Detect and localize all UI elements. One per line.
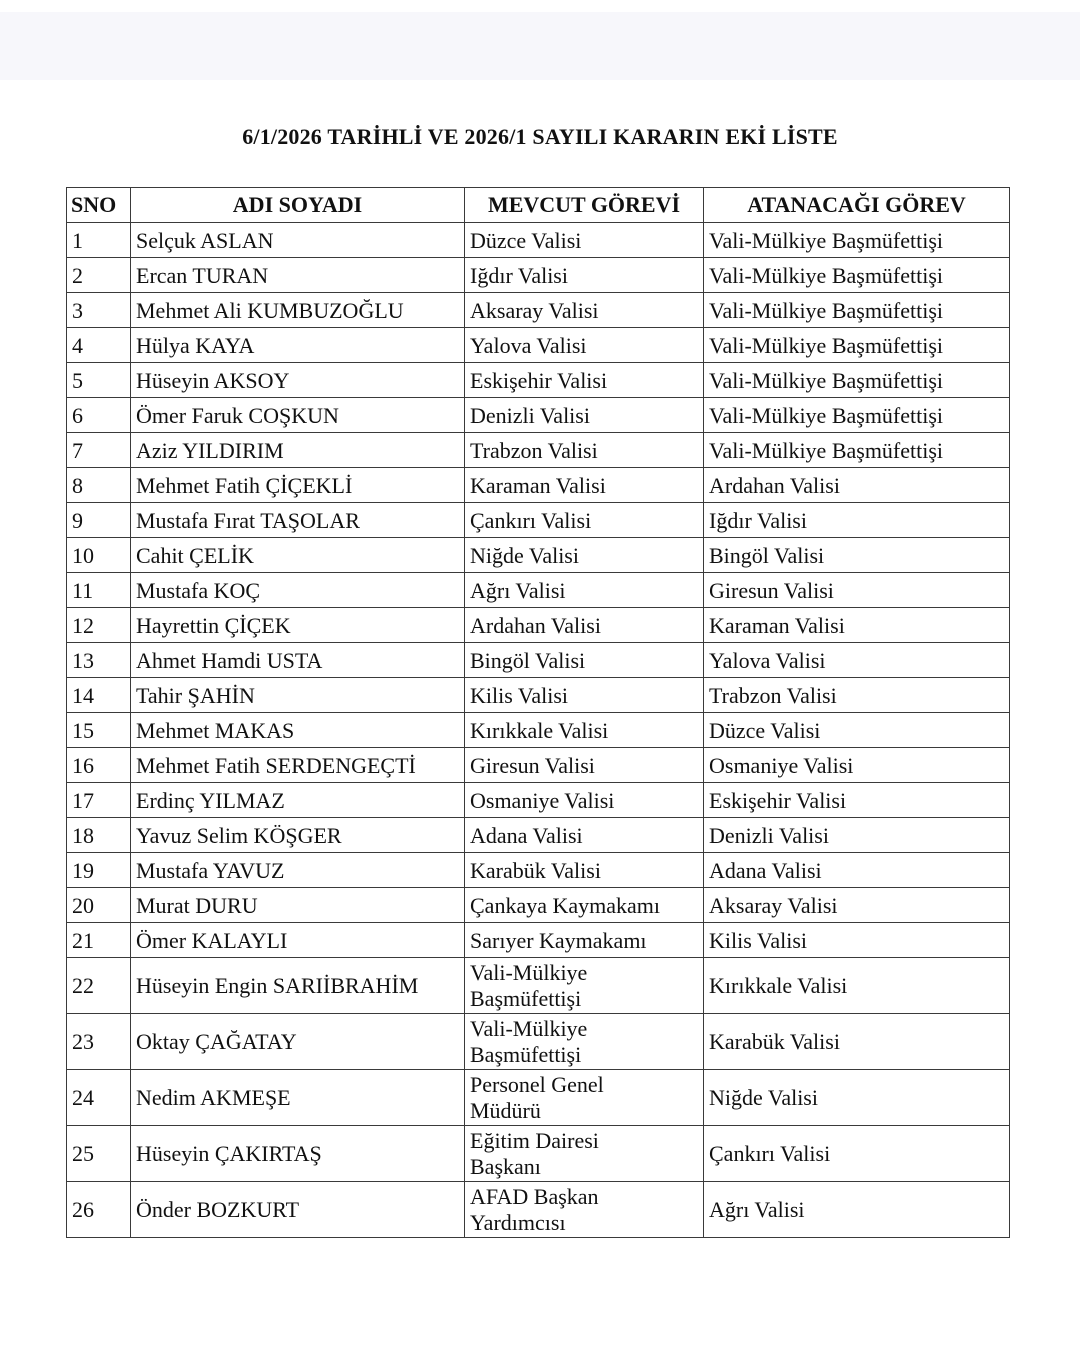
- row-current-position: Aksaray Valisi: [465, 293, 704, 328]
- row-name: Erdinç YILMAZ: [131, 783, 465, 818]
- row-name: Mehmet MAKAS: [131, 713, 465, 748]
- header-sno: SNO: [67, 188, 131, 223]
- row-current-position: Bingöl Valisi: [465, 643, 704, 678]
- row-new-position: Iğdır Valisi: [704, 503, 1010, 538]
- table-row: [67, 958, 1010, 1014]
- document-title: 6/1/2026 TARİHLİ VE 2026/1 SAYILI KARARIN EKİ LİSTE: [242, 124, 838, 149]
- top-gray-band: [0, 12, 1080, 80]
- table-row: [67, 643, 1010, 678]
- row-name: Mustafa KOÇ: [131, 573, 465, 608]
- row-current-position: AFAD Başkan Yardımcısı: [465, 1182, 704, 1238]
- row-current-position: Düzce Valisi: [465, 223, 704, 258]
- row-current-position: Çankaya Kaymakamı: [465, 888, 704, 923]
- row-new-position: Vali-Mülkiye Başmüfettişi: [704, 293, 1010, 328]
- row-name: Hüseyin AKSOY: [131, 363, 465, 398]
- row-name: Mehmet Fatih ÇİÇEKLİ: [131, 468, 465, 503]
- row-sno: 20: [67, 888, 131, 923]
- row-sno: 15: [67, 713, 131, 748]
- table-row: [67, 1014, 1010, 1070]
- row-new-position: Adana Valisi: [704, 853, 1010, 888]
- row-name: Yavuz Selim KÖŞGER: [131, 818, 465, 853]
- header-current-position: MEVCUT GÖREVİ: [465, 188, 704, 223]
- row-current-position: Denizli Valisi: [465, 398, 704, 433]
- row-new-position: Vali-Mülkiye Başmüfettişi: [704, 363, 1010, 398]
- row-current-position: Vali-Mülkiye Başmüfettişi: [465, 1014, 704, 1070]
- row-sno: 11: [67, 573, 131, 608]
- row-name: Oktay ÇAĞATAY: [131, 1014, 465, 1070]
- row-new-position: Karaman Valisi: [704, 608, 1010, 643]
- row-new-position: Vali-Mülkiye Başmüfettişi: [704, 398, 1010, 433]
- table-row: [67, 503, 1010, 538]
- row-current-position: Ağrı Valisi: [465, 573, 704, 608]
- row-name: Ercan TURAN: [131, 258, 465, 293]
- row-sno: 8: [67, 468, 131, 503]
- row-sno: 6: [67, 398, 131, 433]
- row-new-position: Giresun Valisi: [704, 573, 1010, 608]
- row-new-position: Osmaniye Valisi: [704, 748, 1010, 783]
- row-current-position: Eğitim Dairesi Başkanı: [465, 1126, 704, 1182]
- table-row: [67, 923, 1010, 958]
- table-row: [67, 538, 1010, 573]
- table-row: [67, 398, 1010, 433]
- row-current-position: Trabzon Valisi: [465, 433, 704, 468]
- row-current-position: Yalova Valisi: [465, 328, 704, 363]
- row-name: Murat DURU: [131, 888, 465, 923]
- header-name: ADI SOYADI: [131, 188, 465, 223]
- table-row: [67, 678, 1010, 713]
- row-new-position: Eskişehir Valisi: [704, 783, 1010, 818]
- row-sno: 3: [67, 293, 131, 328]
- row-name: Mustafa YAVUZ: [131, 853, 465, 888]
- row-sno: 16: [67, 748, 131, 783]
- table-row: [67, 573, 1010, 608]
- row-new-position: Trabzon Valisi: [704, 678, 1010, 713]
- row-sno: 9: [67, 503, 131, 538]
- row-name: Selçuk ASLAN: [131, 223, 465, 258]
- row-current-position: Kilis Valisi: [465, 678, 704, 713]
- row-sno: 25: [67, 1126, 131, 1182]
- row-current-position: Karaman Valisi: [465, 468, 704, 503]
- row-name: Hayrettin ÇİÇEK: [131, 608, 465, 643]
- row-sno: 7: [67, 433, 131, 468]
- table-row: [67, 608, 1010, 643]
- row-sno: 18: [67, 818, 131, 853]
- row-new-position: Vali-Mülkiye Başmüfettişi: [704, 223, 1010, 258]
- row-sno: 4: [67, 328, 131, 363]
- row-new-position: Aksaray Valisi: [704, 888, 1010, 923]
- row-new-position: Ağrı Valisi: [704, 1182, 1010, 1238]
- table-header-row: [67, 188, 1010, 223]
- row-name: Önder BOZKURT: [131, 1182, 465, 1238]
- table-row: [67, 468, 1010, 503]
- row-new-position: Çankırı Valisi: [704, 1126, 1010, 1182]
- row-new-position: Kırıkkale Valisi: [704, 958, 1010, 1014]
- table-row: [67, 363, 1010, 398]
- row-sno: 26: [67, 1182, 131, 1238]
- row-new-position: Vali-Mülkiye Başmüfettişi: [704, 328, 1010, 363]
- row-sno: 10: [67, 538, 131, 573]
- row-sno: 22: [67, 958, 131, 1014]
- row-new-position: Niğde Valisi: [704, 1070, 1010, 1126]
- row-new-position: Düzce Valisi: [704, 713, 1010, 748]
- table-row: [67, 223, 1010, 258]
- row-new-position: Ardahan Valisi: [704, 468, 1010, 503]
- row-name: Mehmet Fatih SERDENGEÇTİ: [131, 748, 465, 783]
- table-row: [67, 713, 1010, 748]
- row-sno: 12: [67, 608, 131, 643]
- row-sno: 17: [67, 783, 131, 818]
- table-row: [67, 433, 1010, 468]
- row-new-position: Denizli Valisi: [704, 818, 1010, 853]
- row-name: Tahir ŞAHİN: [131, 678, 465, 713]
- row-new-position: Kilis Valisi: [704, 923, 1010, 958]
- row-sno: 1: [67, 223, 131, 258]
- table-row: [67, 853, 1010, 888]
- header-new-position: ATANACAĞI GÖREV: [704, 188, 1010, 223]
- row-sno: 23: [67, 1014, 131, 1070]
- row-current-position: Iğdır Valisi: [465, 258, 704, 293]
- row-name: Aziz YILDIRIM: [131, 433, 465, 468]
- table-row: [67, 258, 1010, 293]
- row-name: Mustafa Fırat TAŞOLAR: [131, 503, 465, 538]
- row-current-position: Adana Valisi: [465, 818, 704, 853]
- row-current-position: Personel Genel Müdürü: [465, 1070, 704, 1126]
- row-current-position: Osmaniye Valisi: [465, 783, 704, 818]
- row-sno: 13: [67, 643, 131, 678]
- table-row: [67, 888, 1010, 923]
- table-row: [67, 818, 1010, 853]
- row-name: Nedim AKMEŞE: [131, 1070, 465, 1126]
- row-name: Hülya KAYA: [131, 328, 465, 363]
- table-row: [67, 748, 1010, 783]
- row-new-position: Bingöl Valisi: [704, 538, 1010, 573]
- row-sno: 19: [67, 853, 131, 888]
- row-current-position: Giresun Valisi: [465, 748, 704, 783]
- table-row: [67, 1182, 1010, 1238]
- row-name: Cahit ÇELİK: [131, 538, 465, 573]
- row-sno: 2: [67, 258, 131, 293]
- row-current-position: Karabük Valisi: [465, 853, 704, 888]
- row-current-position: Vali-Mülkiye Başmüfettişi: [465, 958, 704, 1014]
- row-current-position: Kırıkkale Valisi: [465, 713, 704, 748]
- table-row: [67, 783, 1010, 818]
- row-name: Ahmet Hamdi USTA: [131, 643, 465, 678]
- row-new-position: Vali-Mülkiye Başmüfettişi: [704, 433, 1010, 468]
- row-current-position: Ardahan Valisi: [465, 608, 704, 643]
- row-current-position: Sarıyer Kaymakamı: [465, 923, 704, 958]
- row-name: Ömer KALAYLI: [131, 923, 465, 958]
- row-current-position: Çankırı Valisi: [465, 503, 704, 538]
- row-sno: 5: [67, 363, 131, 398]
- row-current-position: Eskişehir Valisi: [465, 363, 704, 398]
- table-row: [67, 1126, 1010, 1182]
- table-row: [67, 328, 1010, 363]
- row-current-position: Niğde Valisi: [465, 538, 704, 573]
- row-name: Hüseyin Engin SARIİBRAHİM: [131, 958, 465, 1014]
- row-new-position: Karabük Valisi: [704, 1014, 1010, 1070]
- row-name: Mehmet Ali KUMBUZOĞLU: [131, 293, 465, 328]
- row-name: Hüseyin ÇAKIRTAŞ: [131, 1126, 465, 1182]
- row-sno: 21: [67, 923, 131, 958]
- row-sno: 14: [67, 678, 131, 713]
- row-new-position: Vali-Mülkiye Başmüfettişi: [704, 258, 1010, 293]
- appointment-table: [66, 187, 1010, 1238]
- row-new-position: Yalova Valisi: [704, 643, 1010, 678]
- row-sno: 24: [67, 1070, 131, 1126]
- table-body: [67, 223, 1010, 1238]
- row-name: Ömer Faruk COŞKUN: [131, 398, 465, 433]
- table-row: [67, 293, 1010, 328]
- table-row: [67, 1070, 1010, 1126]
